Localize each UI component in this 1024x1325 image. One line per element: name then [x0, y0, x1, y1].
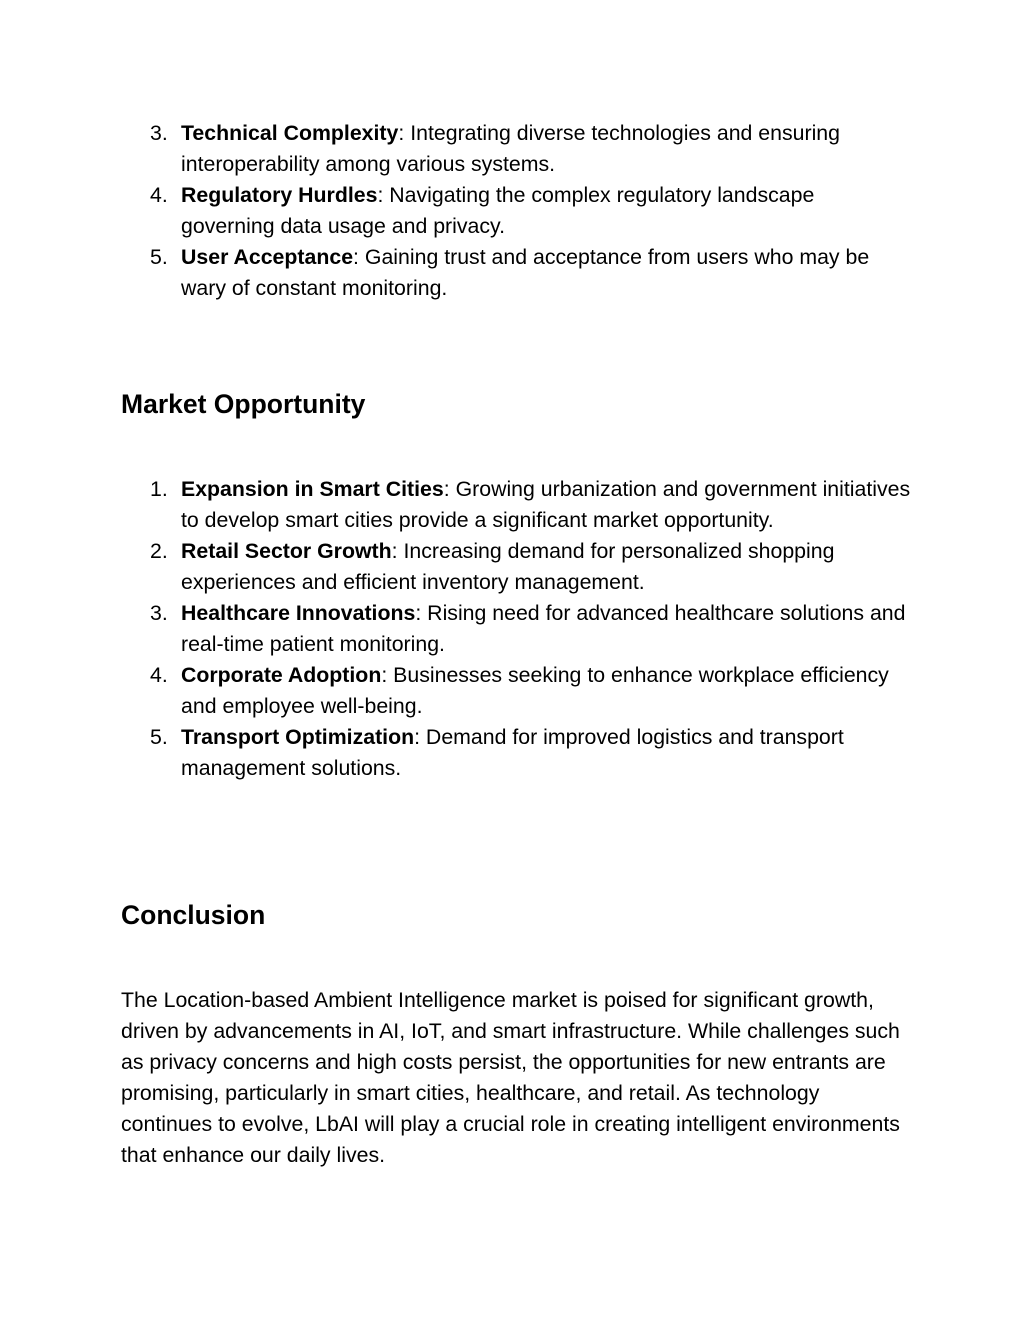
- separator: :: [398, 121, 405, 145]
- list-item: [121, 536, 921, 598]
- list-item-text: Increasing demand for personalized shopping experiences and efficient inventory management.: [181, 539, 835, 594]
- challenges-list: [121, 118, 901, 304]
- list-item-term: Regulatory Hurdles: [181, 183, 378, 207]
- list-item-term: Technical Complexity: [181, 121, 399, 145]
- list-number: 3.: [150, 121, 168, 145]
- list-item-text: Navigating the complex regulatory landscape governing data usage and privacy.: [181, 183, 815, 238]
- list-number: 5.: [150, 245, 168, 269]
- list-number: 2.: [150, 539, 168, 563]
- list-item-term: Expansion in Smart Cities: [181, 477, 444, 501]
- list-item-term: User Acceptance: [181, 245, 354, 269]
- list-item-term: Transport Optimization: [181, 725, 415, 749]
- list-item-text: Integrating diverse technologies and ensuring interoperability among various systems.: [181, 121, 840, 176]
- list-item-text: Gaining trust and acceptance from users who may be wary of constant monitoring.: [181, 245, 870, 300]
- list-item-text: Demand for improved logistics and transport management solutions.: [181, 725, 844, 780]
- separator: :: [415, 601, 422, 625]
- list-number: 3.: [150, 601, 168, 625]
- list-number: 1.: [150, 477, 168, 501]
- separator: :: [377, 183, 384, 207]
- list-number: 4.: [150, 663, 168, 687]
- list-item: [121, 242, 901, 304]
- list-item-text: Growing urbanization and government initiatives to develop smart cities provide a significant market opportunity.: [181, 477, 911, 532]
- list-number: 4.: [150, 183, 168, 207]
- list-item-term: Retail Sector Growth: [181, 539, 392, 563]
- list-item-text: Businesses seeking to enhance workplace efficiency and employee well-being.: [181, 663, 889, 718]
- separator: :: [381, 663, 388, 687]
- separator: :: [391, 539, 398, 563]
- section-heading-market-opportunity: Market Opportunity: [121, 389, 366, 419]
- list-number: 5.: [150, 725, 168, 749]
- conclusion-paragraph: The Location-based Ambient Intelligence market is poised for significant growth, driven by advancements in AI, IoT, and smart infrastructure. While challenges such as privacy concerns and high costs persist, the opportunities for new entrants are promising, particularly in smart cities, healthcare, and retail. As technology continues to evolve, LbAI will play a crucial role in creating intelligent environments that enhance our daily lives.: [121, 988, 900, 1167]
- list-item-term: Corporate Adoption: [181, 663, 382, 687]
- list-item: [121, 180, 901, 242]
- list-item: [121, 118, 901, 180]
- list-item: [121, 660, 921, 722]
- list-item: [121, 474, 921, 536]
- separator: :: [353, 245, 359, 269]
- list-item-text: Rising need for advanced healthcare solutions and real-time patient monitoring.: [181, 601, 906, 656]
- list-item: [121, 722, 921, 784]
- separator: :: [443, 477, 450, 501]
- separator: :: [414, 725, 421, 749]
- section-heading-conclusion: Conclusion: [121, 900, 266, 930]
- list-item: [121, 598, 921, 660]
- market-opportunity-list: [121, 474, 921, 784]
- list-item-term: Healthcare Innovations: [181, 601, 416, 625]
